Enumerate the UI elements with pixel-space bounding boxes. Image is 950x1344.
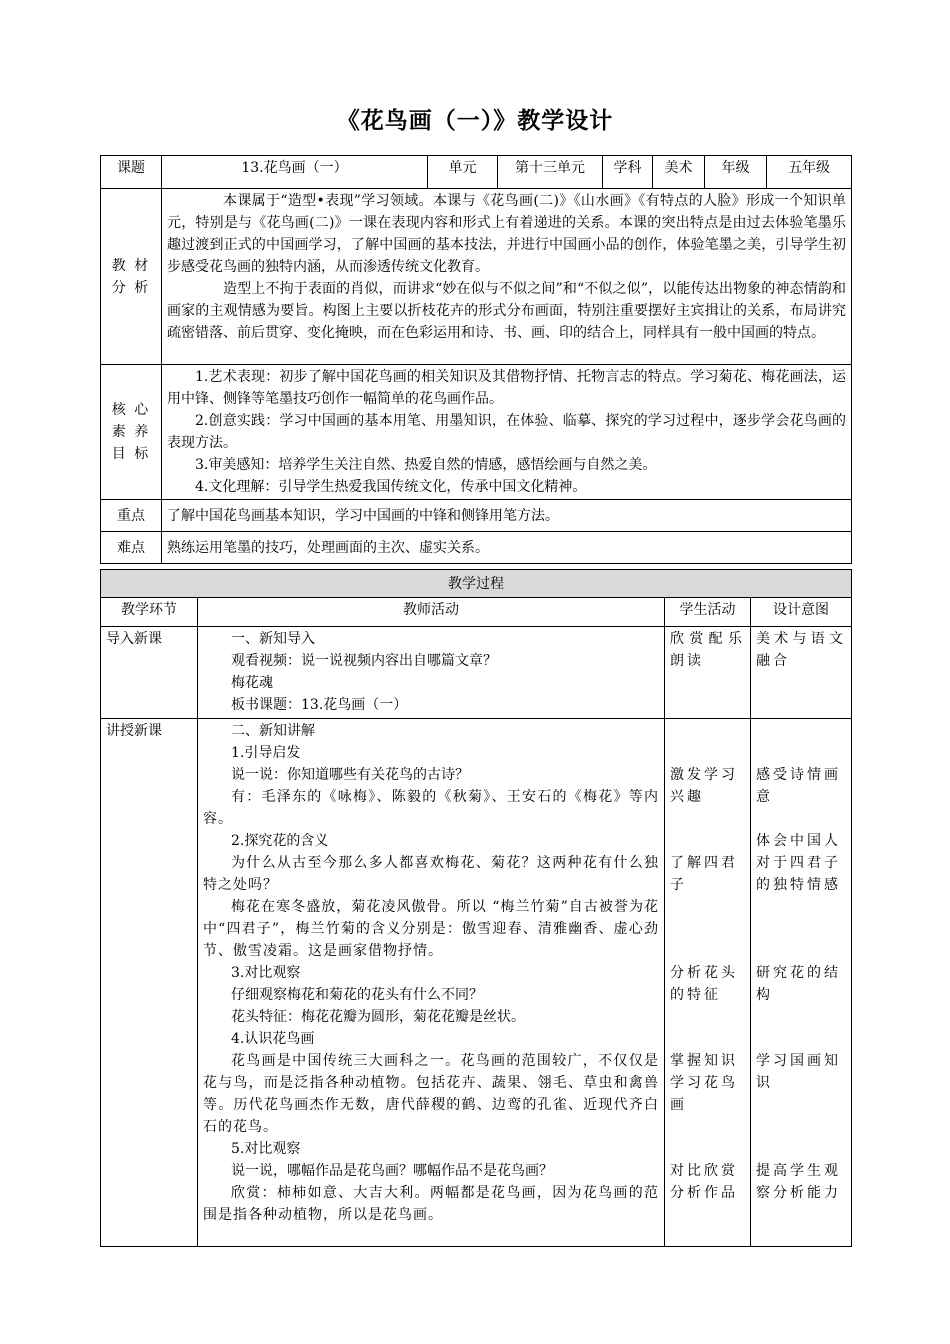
key-point-label: 重点 [101,500,162,532]
lecture-line: 欣赏：柿柿如意、大吉大利。两幅都是花鸟画，因为花鸟画的范围是指各种动植物，所以是花鸟画。 [203,1185,659,1223]
analysis-label-line1: 教 材 [111,257,151,274]
core-content [162,365,852,500]
unit-label: 单元 [428,156,498,189]
lecture-line: 5.对比观察 [231,1141,301,1157]
col-student: 学生活动 [665,598,751,627]
student-activity: 分析花头的特征 [670,965,738,1003]
lecture-line: 有：毛泽东的《咏梅》、陈毅的《秋菊》、王安石的《梅花》等内容。 [203,789,659,827]
core-label-line2: 素 养 [111,424,151,440]
difficulty-value: 熟练运用笔墨的技巧，处理画面的主次、虚实关系。 [162,532,852,564]
lecture-line: 说一说，哪幅作品是花鸟画？哪幅作品不是花鸟画？ [231,1163,553,1179]
lecture-line: 3.对比观察 [231,965,301,981]
core-item: 1.艺术表现：初步了解中国花鸟画的相关知识及其借物抒情、托物言志的特点。学习菊花、梅花画法，运用中锋、侧锋等笔墨技巧创作一幅简单的花鸟画作品。 [167,369,846,407]
col-intent: 设计意图 [751,598,852,627]
intro-student: 欣赏配乐朗读 [665,627,751,719]
col-stage: 教学环节 [101,598,198,627]
grade-value: 五年级 [767,156,852,189]
core-label-line1: 核 心 [111,402,151,418]
col-teacher: 教师活动 [198,598,665,627]
course-label: 课题 [101,156,162,189]
lecture-student [665,719,751,1247]
student-activity: 激发学习兴趣 [670,767,738,805]
intro-stage: 导入新课 [101,627,198,719]
subject-label: 学科 [603,156,653,189]
intro-teacher [198,627,665,719]
unit-value: 第十三单元 [498,156,603,189]
info-table [100,155,852,564]
lecture-line: 2.探究花的含义 [231,833,329,849]
process-header: 教学过程 [101,570,852,598]
lecture-stage: 讲授新课 [101,719,198,1247]
intro-intent: 美术与语文融合 [751,627,852,719]
lecture-teacher [198,719,665,1247]
intro-line: 观看视频：说一说视频内容出自哪篇文章？ [231,653,497,669]
design-intent: 感受诗情画意 [756,767,841,805]
page-title: 《花鸟画（一）》教学设计 [336,107,614,134]
lecture-line: 花鸟画是中国传统三大画科之一。花鸟画的范围较广，不仅仅是花与鸟，而是泛指各种动植物。包括花卉、蔬果、翎毛、草虫和禽兽等。历代花鸟画杰作无数，唐代薛稷的鹤、边鸾的孔雀、近现代齐白石的花鸟。 [203,1053,659,1135]
core-item: 2.创意实践：学习中国画的基本用笔、用墨知识，在体验、临摹、探究的学习过程中，逐步学会花鸟画的表现方法。 [167,413,846,451]
lecture-line: 二、新知讲解 [231,723,315,739]
analysis-paragraph: 造型上不拘于表面的肖似，而讲求“妙在似与不似之间”和“不似之似”，以能传达出物象的神态情韵和画家的主观情感为要旨。构图上主要以折枝花卉的形式分布画面，特别注重要摆好主宾揖让的关系，布局讲究疏密错落、前后贯穿、变化掩映，而在色彩运用和诗、书、画、印的结合上，同样具有一般中国画的特点。 [167,281,846,341]
intro-line: 板书课题：13.花鸟画（一） [231,697,408,713]
lecture-line: 花头特征：梅花花瓣为圆形，菊花花瓣是丝状。 [231,1009,525,1025]
analysis-content [162,189,852,365]
lecture-line: 梅花在寒冬盛放，菊花凌风傲骨。所以 “梅兰竹菊”自古被誉为花中“四君子”，梅兰竹菊的含义分别是：傲雪迎春、清雅幽香、虚心劲节、傲雪凌霜。这是画家借物抒情。 [203,899,659,959]
core-label [101,365,162,500]
design-intent: 体会中国人对于四君子的独特情感 [756,833,841,893]
grade-label: 年级 [705,156,767,189]
subject-value: 美术 [653,156,705,189]
intro-line: 梅花魂 [231,675,273,691]
lecture-line: 1.引导启发 [231,745,301,761]
student-activity: 对比欣赏分析作品 [670,1163,738,1201]
core-item: 3.审美感知：培养学生关注自然、热爱自然的情感，感悟绘画与自然之美。 [195,457,657,473]
analysis-label-line2: 分 析 [111,279,151,296]
process-table [100,569,852,1247]
intro-line: 一、新知导入 [231,631,315,647]
lecture-line: 4.认识花鸟画 [231,1031,315,1047]
design-intent: 提高学生观察分析能力 [756,1163,841,1201]
student-activity: 了解四君子 [670,855,738,893]
lecture-line: 说一说：你知道哪些有关花鸟的古诗？ [231,767,469,783]
lecture-line: 仔细观察梅花和菊花的花头有什么不同？ [231,987,483,1003]
core-item: 4.文化理解：引导学生热爱我国传统文化，传承中国文化精神。 [195,479,587,495]
key-point-value: 了解中国花鸟画基本知识，学习中国画的中锋和侧锋用笔方法。 [162,500,852,532]
difficulty-label: 难点 [101,532,162,564]
design-intent: 研究花的结构 [756,965,841,1003]
analysis-label [101,189,162,365]
course-value: 13.花鸟画（一） [162,156,428,189]
lecture-intent [751,719,852,1247]
lecture-line: 为什么从古至今那么多人都喜欢梅花、菊花？这两种花有什么独特之处吗？ [203,855,659,893]
design-intent: 学习国画知识 [756,1053,841,1091]
core-label-line3: 目 标 [111,446,151,462]
analysis-paragraph: 本课属于“造型•表现”学习领域。本课与《花鸟画(二)》《山水画》《有特点的人脸》形成一个知识单元，特别是与《花鸟画(二)》一课在表现内容和形式上有着递进的关系。本课的突出特点是由过去体验笔墨乐趣过渡到正式的中国画学习，了解中国画的基本技法，并进行中国画小品的创作，体验笔墨之美，引导学生初步感受花鸟画的独特内涵，从而渗透传统文化教育。 [167,193,846,275]
student-activity: 掌握知识学习花鸟画 [670,1053,738,1113]
